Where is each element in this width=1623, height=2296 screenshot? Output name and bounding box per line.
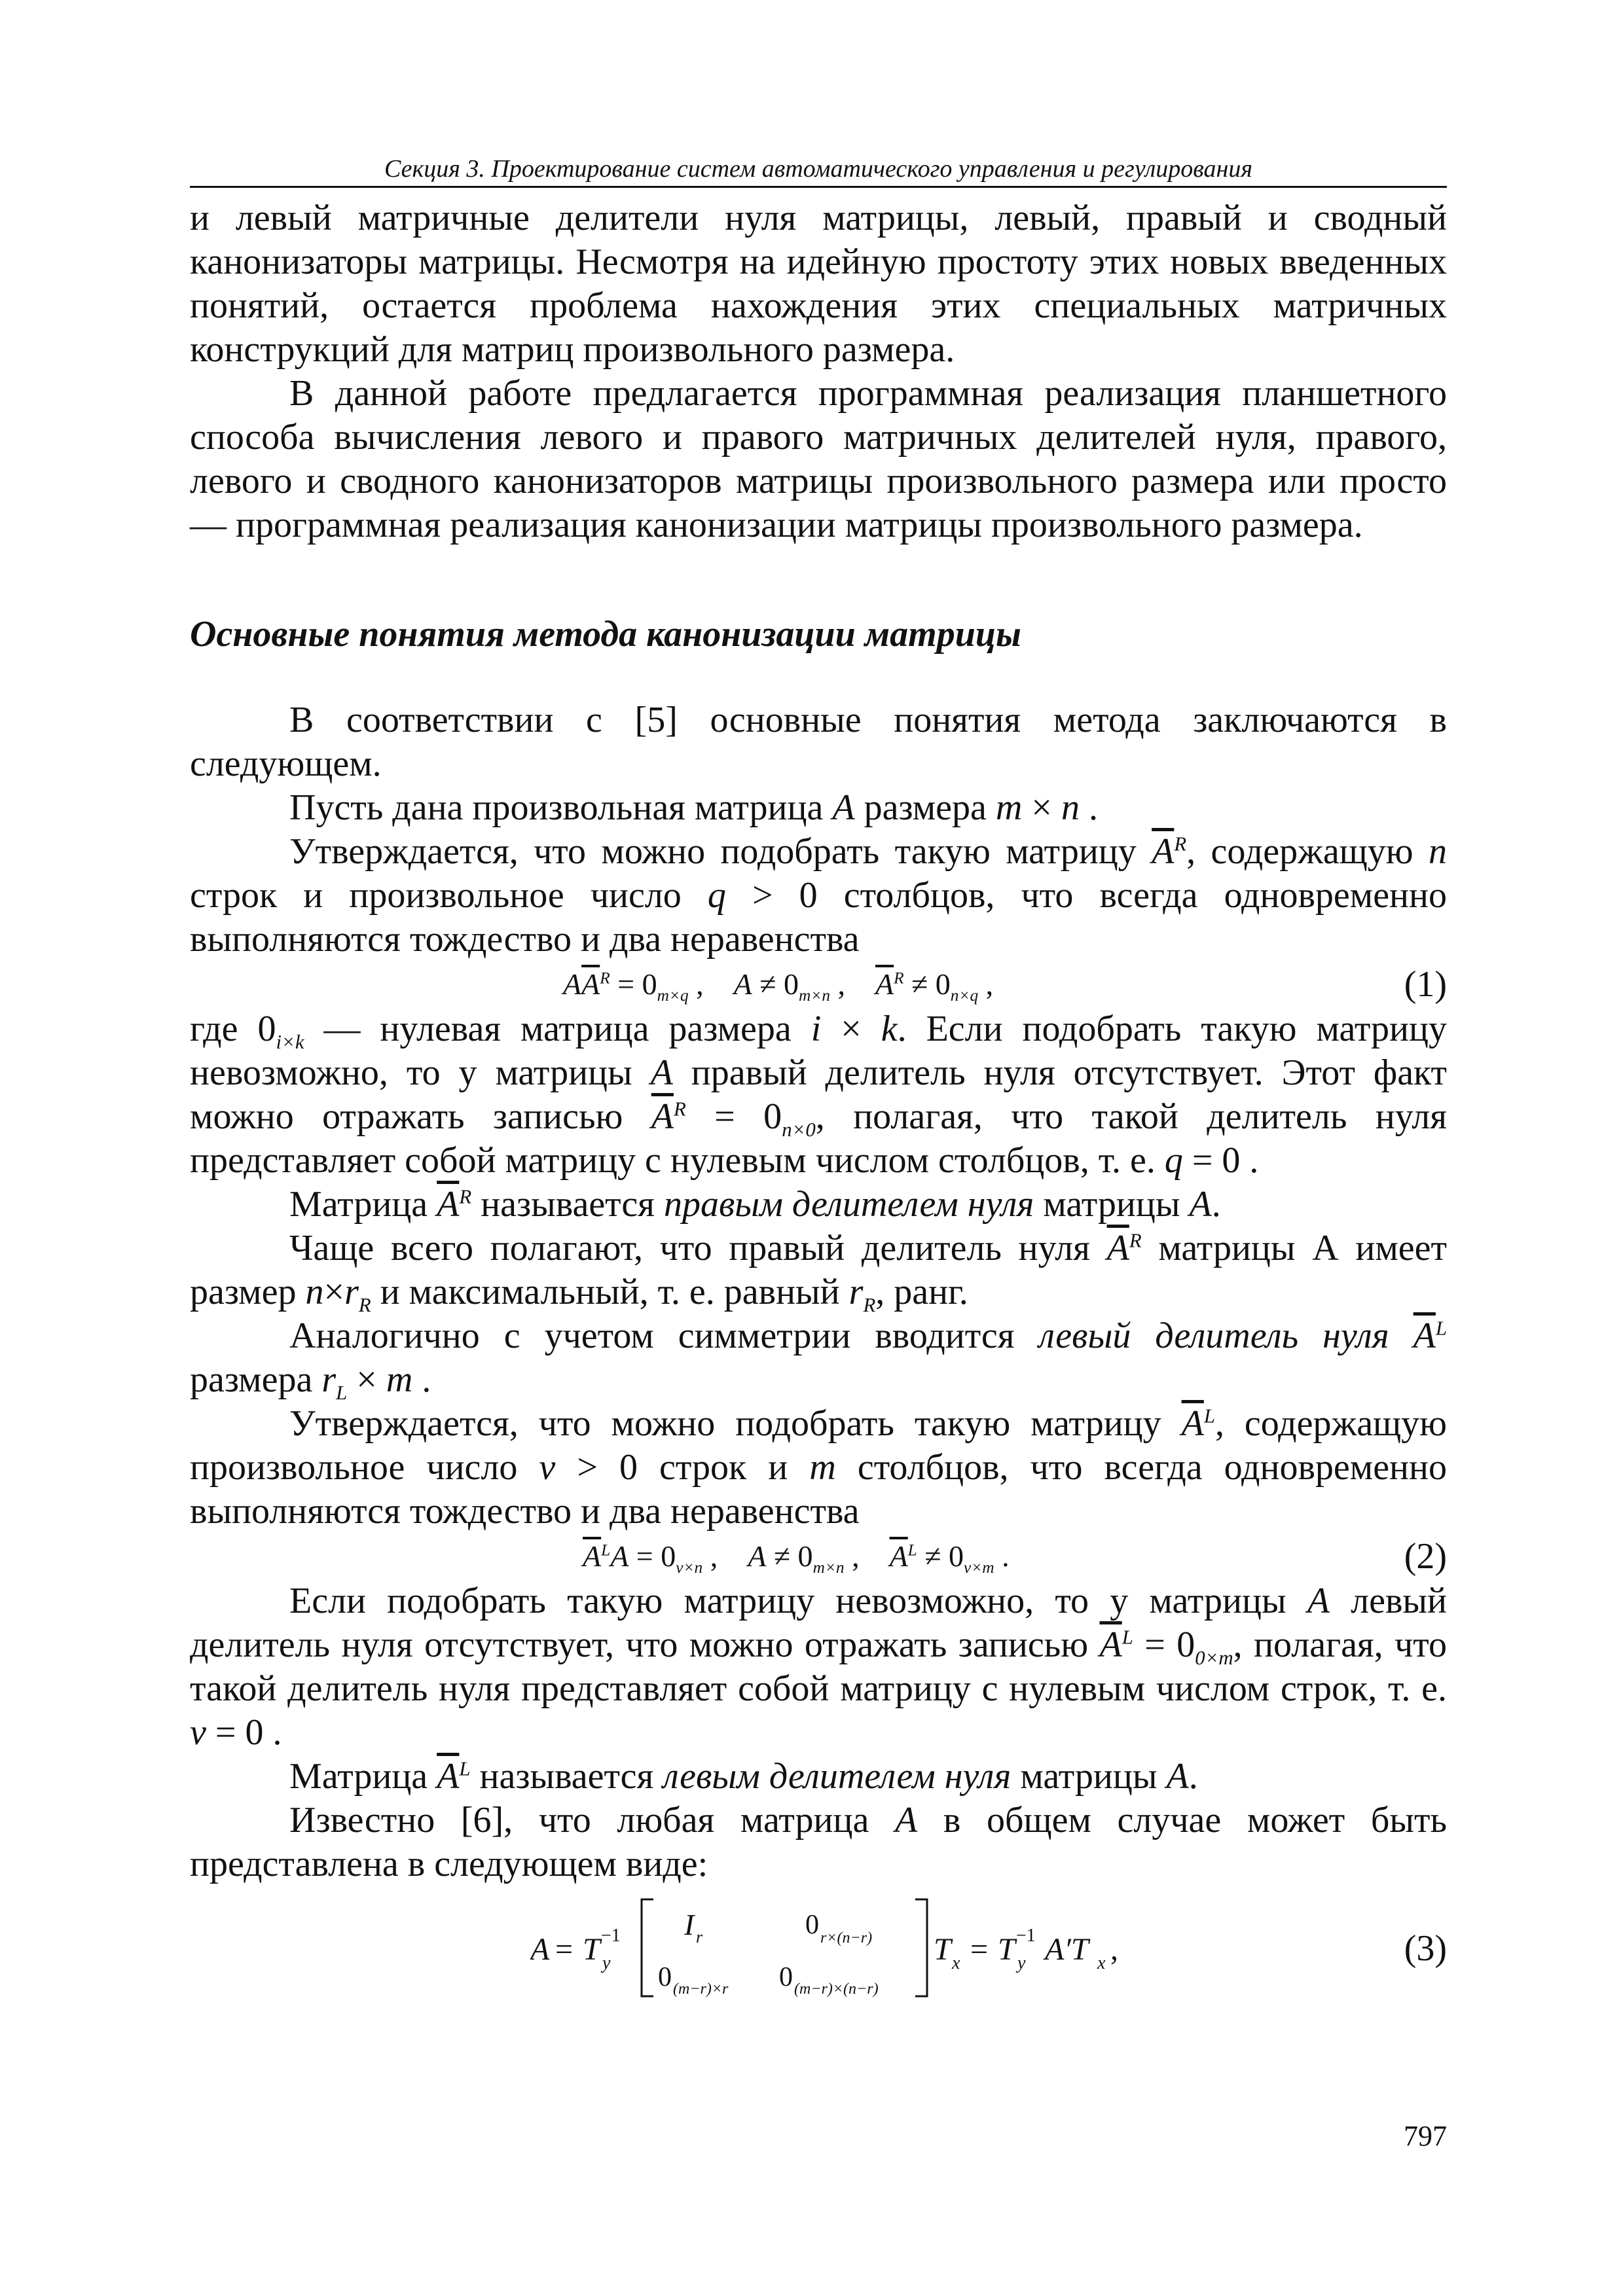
running-head: Секция 3. Проектирование систем автоматического управления и регулирования (384, 155, 1253, 183)
svg-text:I: I (684, 1908, 695, 1941)
paragraph-12: Матрица $\overline{A}^L$ называется левым делителем нуля матрицы A. (289, 1756, 1198, 1797)
svg-text:y: y (1017, 1953, 1026, 1973)
paragraph-3: В соответствии с [5] основные понятия метода заключаются в следующем. (190, 700, 1447, 784)
paragraph-2: В данной работе предлагается программная реализация планшетного способа вычисления левого и правого матричных делителей нуля, правого, левого и сводного канонизаторов матрицы произвольного размера или просто — программная реализация канонизации матрицы произвольного размера. (190, 373, 1447, 545)
svg-text:0: 0 (658, 1962, 672, 1992)
equation-3-number: (3) (1404, 1928, 1447, 1969)
svg-text:0: 0 (805, 1910, 819, 1940)
equation-2-number: (2) (1404, 1536, 1447, 1577)
svg-text:−1: −1 (601, 1926, 621, 1946)
paragraph-6: где $0_{i\times k}$ — нулевая матрица размера i × k. Если подобрать такую матрицу невозможно, то у матрицы A правый делитель нуля отсутствует. Этот факт можно отражать записью $\overline{A}^R = 0_{n\times 0}$, полагая, что такой делитель нуля представляет собой матрицу с нулевым числом столбцов, т. е. q = 0 . (190, 1009, 1448, 1181)
svg-text:r×(n−r): r×(n−r) (820, 1929, 873, 1946)
svg-text:0: 0 (779, 1962, 793, 1992)
paragraph-4: Пусть дана произвольная матрица A размера m × n . (289, 787, 1098, 828)
paragraph-8: Чаще всего полагают, что правый делитель нуля $\overline{A}^R$ матрицы А имеет размер $n\times r_R$ и максимальный, т. е. равный $r_R$, ранг. (190, 1228, 1447, 1317)
equation-1 (190, 961, 1447, 1007)
paragraph-13: Известно [6], что любая матрица A в общем случае может быть представлена в следующем виде: (190, 1800, 1447, 1884)
paragraph-5: Утверждается, что можно подобрать такую матрицу $\overline{A}^R$, содержащую n строк и произвольное число q > 0 столбцов, что всегда одновременно выполняются тождество и два неравенства (190, 831, 1447, 960)
svg-text:=: = (970, 1932, 989, 1967)
equation-2 (190, 1534, 1447, 1579)
equation-3 (190, 1886, 1447, 2011)
paragraph-9: Аналогично с учетом симметрии вводится левый делитель нуля $\overline{A}^L$ размера $r_L \times m$ . (190, 1316, 1448, 1405)
svg-text:(m−r)×(n−r): (m−r)×(n−r) (794, 1981, 879, 1998)
svg-text:(m−r)×r: (m−r)×r (673, 1981, 729, 1998)
header-rule (190, 186, 1447, 188)
svg-text:x: x (952, 1953, 960, 1973)
svg-text:y: y (602, 1953, 611, 1973)
equation-1-number: (1) (1404, 964, 1447, 1005)
svg-text:−1: −1 (1016, 1926, 1036, 1946)
paragraph-11: Если подобрать такую матрицу невозможно, то у матрицы A левый делитель нуля отсутствует, что можно отражать записью $\overline{A}^L = 0_{0\times m}$, полагая, что такой делитель нуля представляет собой матрицу с нулевым числом строк, т. е. v = 0 . (190, 1581, 1447, 1753)
svg-text:A′T: A′T (1045, 1932, 1089, 1967)
svg-text:T: T (583, 1932, 600, 1967)
equation-1-expression: $A\overline{A}^R = 0_{m\times q}$ , $A \ne 0_{m\times n}$ , $\overline{A}^R \ne 0_{n\times q}$ , (563, 967, 994, 1005)
equation-2-expression: $\overline{A}^LA = 0_{v\times n}$ , $A \ne 0_{m\times n}$ , $\overline{A}^L \ne 0_{v\times m}$ . (583, 1539, 1010, 1577)
svg-text:A: A (530, 1932, 550, 1967)
paragraph-10: Утверждается, что можно подобрать такую матрицу $\overline{A}^L$, содержащую произвольное число v > 0 строк и m столбцов, что всегда одновременно выполняются тождество и два неравенства (190, 1403, 1448, 1532)
svg-text:T: T (998, 1932, 1015, 1967)
svg-text:,: , (1110, 1932, 1118, 1967)
equation-3-expression (530, 1886, 1316, 2011)
section-heading: Основные понятия метода канонизации матрицы (190, 614, 1021, 655)
svg-text:r: r (696, 1928, 703, 1946)
paragraph-1: и левый матричные делители нуля матрицы, левый, правый и сводный канонизаторы матрицы. Несмотря на идейную простоту этих новых введенных понятий, остается проблема нахождения этих специальных матричных конструкций для матриц произвольного размера. (190, 198, 1447, 370)
svg-text:x: x (1097, 1953, 1106, 1973)
body-text (190, 196, 1447, 2011)
paragraph-7: Матрица $\overline{A}^R$ называется правым делителем нуля матрицы A. (289, 1184, 1221, 1225)
page-number: 797 (1404, 2120, 1447, 2152)
svg-text:=: = (555, 1932, 574, 1967)
svg-text:T: T (934, 1932, 951, 1967)
